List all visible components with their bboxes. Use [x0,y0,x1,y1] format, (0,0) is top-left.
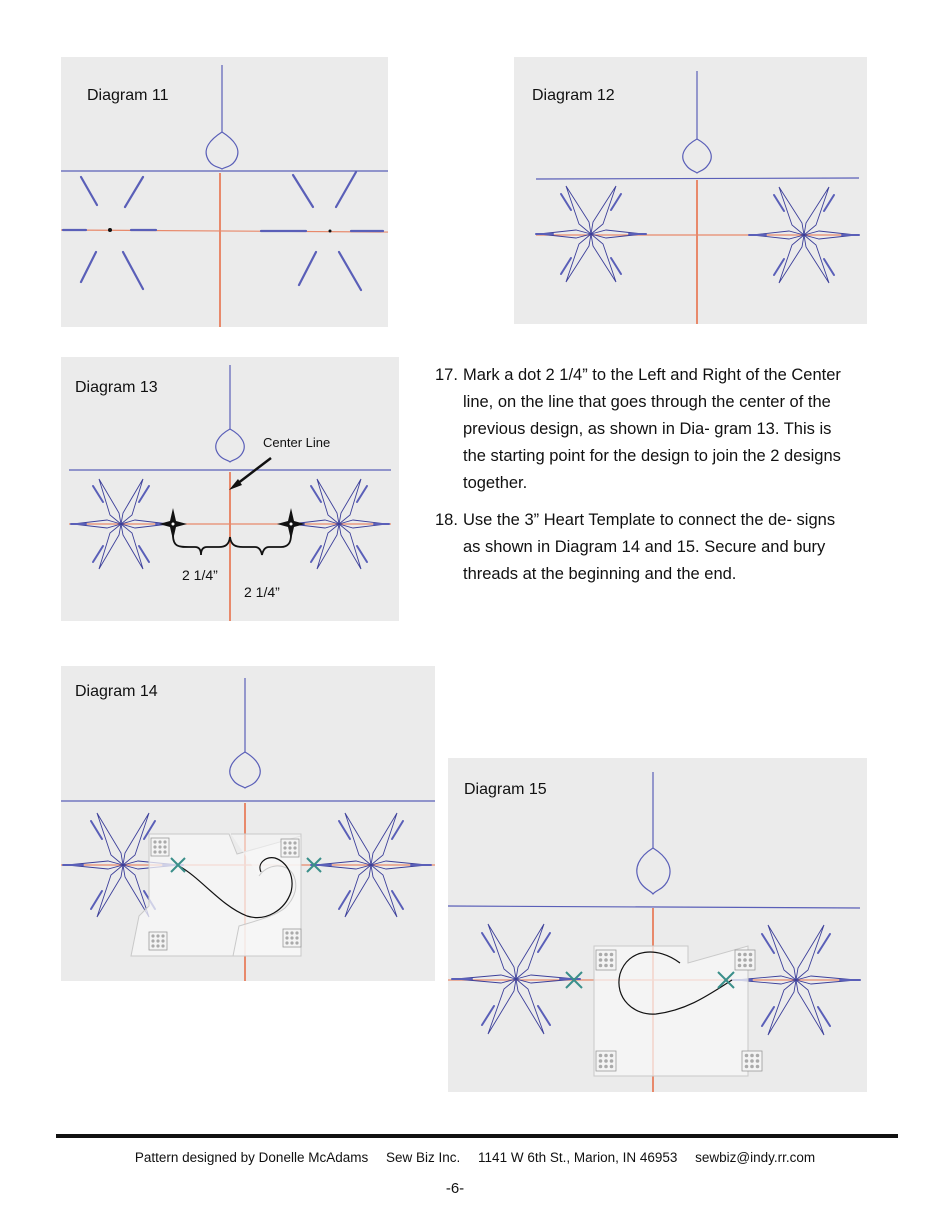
diagram-11-label: Diagram 11 [87,87,169,104]
footer-rule [56,1134,898,1138]
center-line-annotation: Center Line [263,435,331,450]
step-text: Use the 3” Heart Template to connect the de- signs as shown in Diagram 14 and 15. Secure and bury threads at the beginning and the end. [463,511,836,583]
footer [0,1150,950,1165]
instruction-step-18 [435,507,845,588]
diagram-14-label: Diagram 14 [75,683,158,700]
diagram-15-photo [448,758,867,1092]
instruction-step-17 [435,362,845,497]
diagram-15-label: Diagram 15 [464,781,547,798]
diagram-12-label: Diagram 12 [532,87,615,104]
measure-right-annotation: 2 1/4” [244,584,280,600]
footer-designer: Pattern designed by Donelle McAdams [134,1150,369,1165]
page-number: -6- [445,1180,465,1197]
diagram-12-photo [514,57,867,324]
footer-company: Sew Biz Inc. [386,1150,461,1165]
diagram-15-drawing [448,758,867,1092]
footer-address: 1141 W 6th St., Marion, IN 46953 [478,1150,678,1165]
step-number: 17. [435,366,458,384]
footer-email: sewbiz@indy.rr.com [695,1150,816,1165]
diagram-13-photo [61,357,399,621]
measure-left-annotation: 2 1/4” [182,567,218,583]
diagram-13-label: Diagram 13 [75,379,158,396]
step-text: Mark a dot 2 1/4” to the Left and Right of the Center line, on the line that goes through the center of the previous design, as shown in Dia- gram 13. This is the starting point for the design to join the 2 designs together. [463,366,841,492]
step-number: 18. [435,511,458,529]
instruction-list [435,362,845,598]
diagram-14-drawing [61,666,435,981]
diagram-14-photo [61,666,435,981]
diagram-11-photo [61,57,388,327]
